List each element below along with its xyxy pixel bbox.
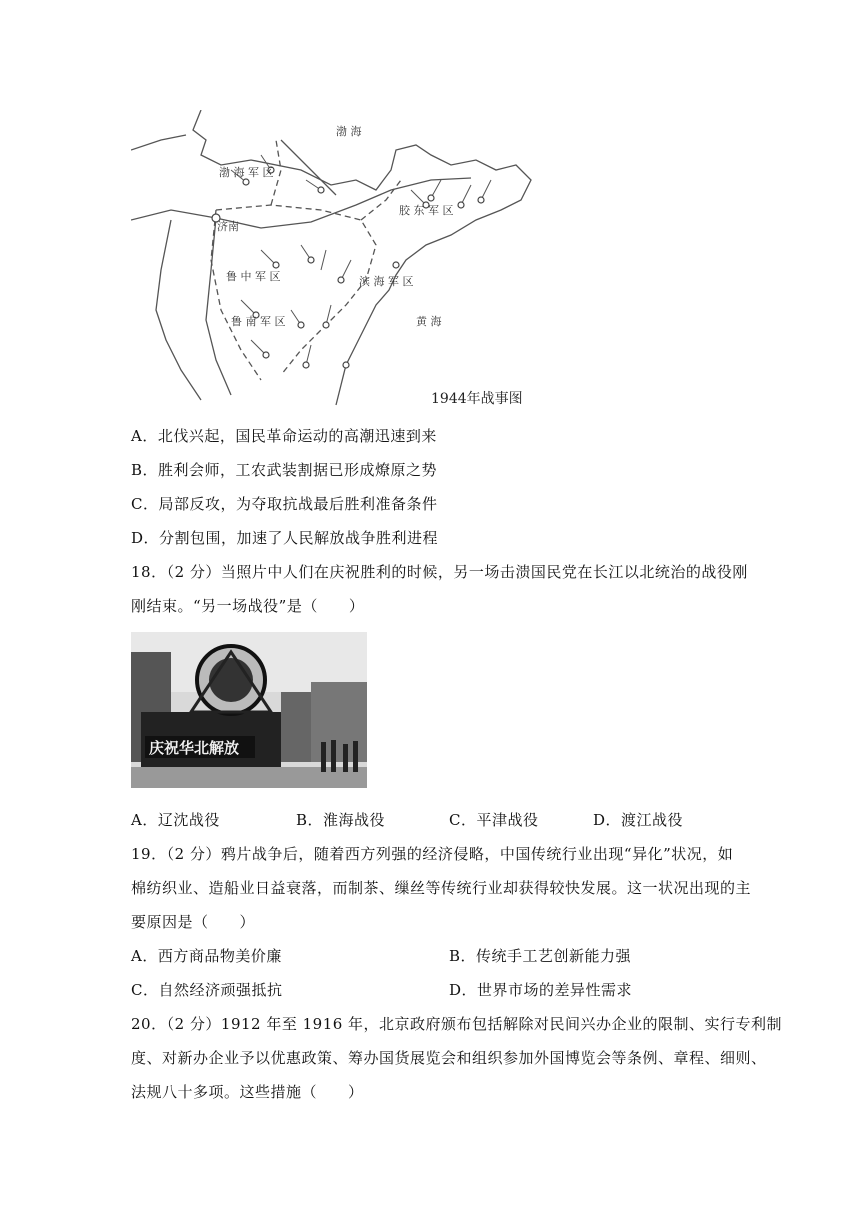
map-label-bohai-region: 渤 海 军 区 (219, 166, 274, 179)
q19-option-a: A．西方商品物美价廉 (131, 947, 282, 965)
q18-option-c: C．平津战役 (449, 811, 539, 829)
q20-stem-line-3: 法规八十多项。这些措施（ ） (131, 1083, 364, 1101)
q18-stem-line-2: 刚结束。“另一场战役”是（ ） (131, 597, 365, 615)
q19-stem-line-2: 棉纺织业、造船业日益衰落，而制茶、缫丝等传统行业却获得较快发展。这一状况出现的主 (131, 879, 752, 897)
q19-option-c: C．自然经济顽强抵抗 (131, 981, 283, 999)
map-drawing (131, 110, 541, 410)
q18-option-b: B．淮海战役 (296, 811, 386, 829)
map-label-binhai-region: 滨 海 军 区 (359, 275, 414, 288)
q18-option-a: A．辽沈战役 (131, 811, 220, 829)
q17-option-b: B．胜利会师，工农武装割据已形成燎原之势 (131, 461, 438, 479)
q18-stem-line-1: 18．（2 分）当照片中人们在庆祝胜利的时候，另一场击溃国民党在长江以北统治的战役刚 (131, 563, 748, 581)
map-label-lunan-region: 鲁 南 军 区 (231, 315, 286, 328)
q20-stem-line-2: 度、对新办企业予以优惠政策、筹办国货展览会和组织参加外国博览会等条例、章程、细则、 (131, 1049, 767, 1067)
q20-stem-line-1: 20．（2 分）1912 年至 1916 年，北京政府颁布包括解除对民间兴办企业的限制、实行专利制 (131, 1015, 783, 1033)
q17-option-d: D．分割包围，加速了人民解放战争胜利进程 (131, 529, 439, 547)
celebration-photo (131, 632, 367, 788)
q19-stem-line-3: 要原因是（ ） (131, 913, 256, 931)
map-label-bohai-sea: 渤 海 (336, 125, 362, 138)
map-caption: 1944年战事图 (431, 391, 523, 407)
q17-option-c: C．局部反攻，为夺取抗战最后胜利准备条件 (131, 495, 438, 513)
q17-option-a: A．北伐兴起，国民革命运动的高潮迅速到来 (131, 427, 437, 445)
map-label-yellow-sea: 黄 海 (416, 315, 442, 328)
map-label-jiaodong-region: 胶 东 军 区 (399, 204, 454, 217)
q18-option-d: D．渡江战役 (593, 811, 684, 829)
q19-stem-line-1: 19．（2 分）鸦片战争后，随着西方列强的经济侵略，中国传统行业出现“异化”状况，如 (131, 845, 734, 863)
q19-option-d: D．世界市场的差异性需求 (449, 981, 633, 999)
photo-banner-text: 庆祝华北解放 (149, 739, 240, 757)
battle-map-1944 (131, 110, 541, 410)
q19-option-b: B．传统手工艺创新能力强 (449, 947, 632, 965)
map-label-luzhong-region: 鲁 中 军 区 (226, 270, 281, 283)
photo-drawing (131, 632, 367, 788)
map-label-jinan: 济南 (217, 220, 239, 233)
